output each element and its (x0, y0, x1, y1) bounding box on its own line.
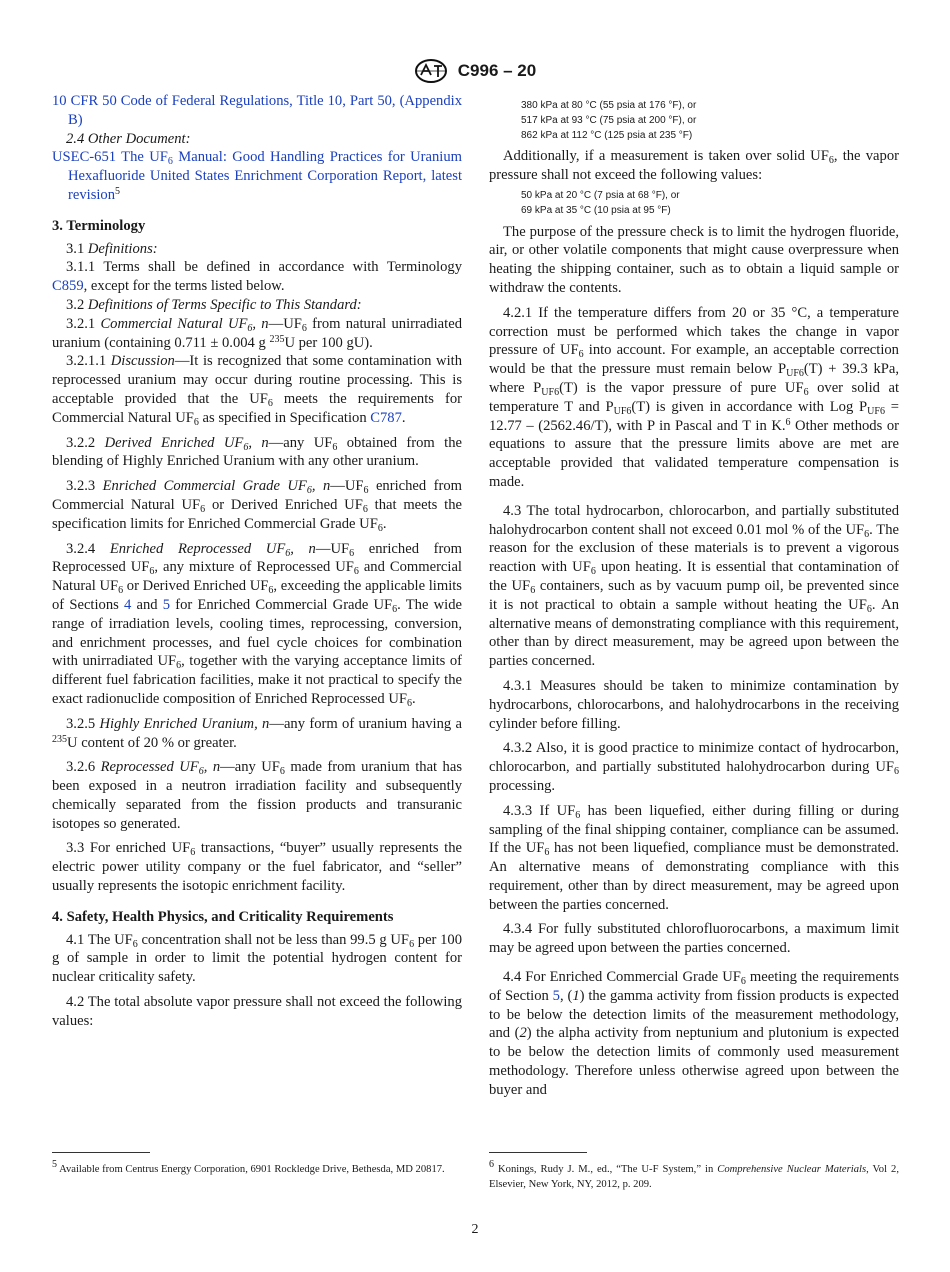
reference-usec651 (52, 148, 462, 204)
right-column (489, 98, 899, 1100)
page-number: 2 (471, 1222, 479, 1237)
footnote-marker[interactable]: 6 (785, 416, 791, 428)
paragraph-3-2-1-1: 3.2.1.1 Discussion—It is recognized that some contamination with reprocessed uranium may occur during routine processing. This is acceptable provided that the $UF_6$ meets the requirements for Commercial Natural $UF_6$ as specified in Specification C787. (52, 353, 462, 428)
reference-title[interactable]: The $UF_6$ Manual: Good Handling Practices for Uranium Hexafluoride United States Enrichment Corporation Report, latest revision (68, 149, 463, 203)
footnote-5: $^5$ Available from Centrus Energy Corporation, 6901 Rockledge Drive, Bethesda, MD 20817. (52, 1159, 445, 1175)
paragraph-4-4: 4.4 For Enriched Commercial Grade $UF_6$ meeting the requirements of Section 5, (1) the gamma activity from fission products is expected to be below the detection limits of the measurement methodology, and (2) the alpha activity from neptunium and plutonium is expected to be below the detection limits of commonly used measurement methodology. Therefore unless otherwise agreed upon between the buyer and (489, 969, 900, 1098)
list-item: 50 kPa at 20 °C (7 psia at 68 °F), or (521, 189, 680, 201)
paragraph-4-3: 4.3 The total hydrocarbon, chlorocarbon, and partially substituted halohydrocarbon content shall not exceed 0.01 mol % of the $UF_6$. The reason for the exclusion of these materials is to prevent a vigorous reaction with $UF_6$ upon heating. It is essential that contamination of the $UF_6$ containers, such as by vacuum pump oil, be prevented since it is not practical to obtain a sample without heating the $UF_6$. An alternative means of demonstrating compliance with this requirement, other than by direct measurement, may be agreed upon between the parties concerned. (489, 502, 900, 670)
paragraph-4-3-4: 4.3.4 For fully substituted chlorofluorocarbons, a maximum limit may be agreed upon between the parties concerned. (489, 921, 899, 957)
list-item: 517 kPa at 93 °C (75 psia at 200 °F), or (521, 115, 697, 126)
section-heading-safety: 4. Safety, Health Physics, and Criticality Requirements (52, 908, 394, 925)
standard-designation: C996 – 20 (457, 61, 537, 80)
vapor-pressure-list-1 (489, 98, 899, 143)
footnote-divider (52, 1152, 150, 1153)
footnote-divider (489, 1152, 587, 1153)
paragraph-4-3-2: 4.3.2 Also, it is good practice to minimize contact of hydrocarbon, chlorocarbon, and partially substituted halohydrocarbon during $UF_6$ processing. (489, 740, 899, 794)
list-item: 862 kPa at 112 °C (125 psia at 235 °F) (521, 130, 693, 141)
paragraph-3-2-3: 3.2.3 Enriched Commercial Grade $UF_6$, $n—UF_6$ enriched from Commercial Natural $UF_6$ or Derived Enriched $UF_6$ that meets the specification limits for Enriched Commercial Grade $UF_6$. (52, 478, 463, 534)
paragraph-4-3-1: 4.3.1 Measures should be taken to minimize contamination by hydrocarbons, chlorocarbons, and halohydrocarbons in the receiving cylinder before filling. (489, 677, 899, 732)
paragraph-3-1-1: 3.1.1 Terms shall be defined in accordance with Terminology C859, except for the terms listed below. (52, 259, 462, 295)
astm-logo (414, 58, 448, 84)
footnote-marker[interactable]: 5 (115, 185, 121, 197)
list-item: 69 kPa at 35 °C (10 psia at 95 °F) (521, 204, 671, 216)
section-heading-terminology: 3. Terminology (52, 217, 146, 234)
footnote-6: $^6$ Konings, Rudy J. M., ed., “The U-F System,” in Comprehensive Nuclear Materials, Vol 2, Elsevier, New York, NY, 2012, p. 209. (489, 1159, 899, 1190)
left-column (52, 92, 462, 1031)
paragraph-additionally: Additionally, if a measurement is taken over solid $UF_6$, the vapor pressure shall not exceed the following values: (489, 148, 899, 183)
list-item: 380 kPa at 80 °C (55 psia at 176 °F), or (521, 100, 697, 111)
paragraph-3-2-4: 3.2.4 Enriched Reprocessed $UF_6$, $n—UF_6$ enriched from Reprocessed $UF_6$, any mixture of Reprocessed $UF_6$ and Commercial Natural $UF_6$ or Derived Enriched $UF_6$, exceeding the applicable limits of Sections 4 and 5 for Enriched Commercial Grade $UF_6$. The wide range of irradiation levels, cooling times, reprocessing, conversion, and enrichment processes, and fuel cycle choices for combination with unirradiated $UF_6$, together with the varying acceptance limits of different fuel fabrication facilities, make it not practical to specify the exact radionuclide composition of Enriched Reprocessed $UF_6$. (52, 540, 462, 709)
paragraph-4-1: 4.1 The $UF_6$ concentration shall not be less than 99.5 g $UF_6$ per 100 g of sample in order to limit the potential hydrogen content for nuclear criticality safety. (52, 931, 463, 986)
reference-10cfr50 (52, 92, 462, 130)
paragraph-3-3: 3.3 For enriched $UF_6$ transactions, “buyer” usually represents the electric power utility company or the fuel fabricator, and “seller” usually represents the isotopic enrichment facility. (52, 840, 462, 895)
link-c787[interactable]: C787 (370, 409, 402, 426)
paragraph-3-2-1: 3.2.1 Commercial Natural $UF_6$, $n—UF_6$ from natural unirradiated uranium (containing 0.711 ± 0.004 g $^{235}$U per 100 gU). (52, 315, 462, 351)
link-section-5[interactable]: 5 (162, 596, 171, 613)
paragraph-3-2: 3.2 Definitions of Terms Specific to This Standard: (66, 296, 362, 313)
paragraph-4-2-1: 4.2.1 If the temperature differs from 20 or 35 °C, a temperature correction must be performed which takes the change in vapor pressure of $UF_6$ into account. For example, an acceptable correction would be that the pressure must remain below $P_{UF6}(T) + 39.3$ kPa, where $P_{UF6}(T)$ is the vapor pressure of pure $UF_6$ over solid at temperature T and $P_{UF6}(T)$ is given in accordance with Log $P_{UF6} = 12.77 - (2562.46/T)$, with P in Pascal and T in K.$^6$ Other methods or equations to assure that the pressure limits above are met are acceptable provided that validated temperature compensation is made. (489, 304, 900, 490)
link-c859[interactable]: C859 (52, 278, 84, 295)
paragraph-4-2: 4.2 The total absolute vapor pressure shall not exceed the following values: (52, 994, 462, 1029)
paragraph-purpose: The purpose of the pressure check is to limit the hydrogen fluoride, air, or other volatile components that might cause overpressure when heating the shipping container, such as to obtain a liquid sample or withdraw the contents. (489, 223, 899, 296)
paragraph-3-2-6: 3.2.6 Reprocessed $UF_6$, n—any $UF_6$ made from uranium that has been exposed in a neutron irradiation facility and subsequently chemically separated from the fission products and transuranic isotopes so generated. (52, 759, 462, 832)
vapor-pressure-list-2 (489, 188, 899, 218)
paragraph-4-3-3: 4.3.3 If $UF_6$ has been liquefied, either during filling or during sampling of the final shipping container, compliance can be assumed. If the $UF_6$ has not been liquefied, compliance must be demonstrated. An alternative means of demonstrating compliance with this requirement, other than by direct measurement, may be agreed upon between the parties concerned. (489, 802, 899, 913)
other-documents-label: 2.4 Other Document: (66, 130, 191, 147)
paragraph-3-2-2: 3.2.2 Derived Enriched $UF_6$, n—any $UF_6$ obtained from the blending of Highly Enriched Uranium with any other uranium. (52, 434, 462, 470)
paragraph-3-1: 3.1 Definitions: (66, 240, 158, 257)
link-section-4[interactable]: 4 (124, 596, 132, 613)
link-section-5[interactable]: 5 (552, 987, 560, 1004)
reference-code[interactable]: 10 CFR 50 (52, 93, 117, 109)
reference-title[interactable]: Code of Federal Regulations, Title 10, Part 50, (Appendix B) (68, 93, 462, 128)
paragraph-3-2-5: 3.2.5 Highly Enriched Uranium, n—any form of uranium having a $^{235}$U content of 20 % or greater. (52, 715, 462, 751)
page-header (0, 58, 950, 84)
reference-code[interactable]: USEC-651 (52, 149, 117, 166)
